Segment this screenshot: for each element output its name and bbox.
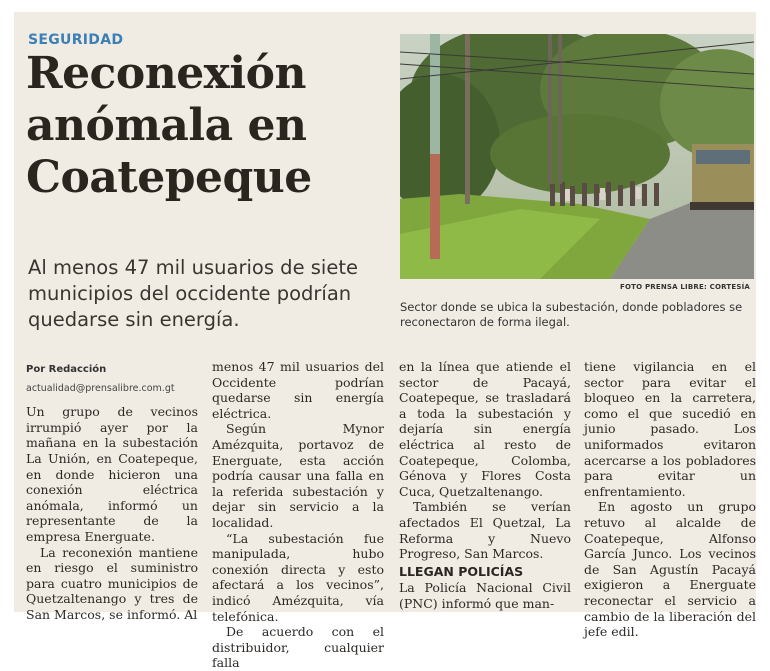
section-subheading: LLEGAN POLICÍAS — [399, 563, 524, 579]
paragraph: La reconexión mantiene en riesgo el suministro para cuatro municipios de Quetzaltenango y tres de San Marcos, se informó. Al — [26, 544, 198, 622]
section-label: SEGURIDAD — [28, 32, 124, 48]
paragraph: menos 47 mil usuarios del Occidente podrían quedarse sin energía eléctrica. — [212, 359, 384, 421]
article-column-1 — [26, 362, 198, 623]
photo-caption: Sector donde se ubica la subestación, donde pobladores se reconectaron de forma ilegal. — [400, 300, 743, 329]
author-email: actualidad@prensalibre.com.gt — [26, 382, 175, 394]
photo-credit: FOTO PRENSA LIBRE: CORTESÍA — [620, 283, 750, 291]
article-column-3 — [399, 359, 571, 612]
subheadline: Al menos 47 mil usuarios de siete municipios del occidente podrían quedarse sin energía. — [28, 256, 358, 331]
article-column-2 — [212, 359, 384, 671]
article-column-4 — [584, 359, 756, 640]
roadside-crowd-photo — [400, 34, 754, 279]
byline: Por Redacción — [26, 364, 107, 375]
headline: Reconexión anómala en Coatepeque — [26, 48, 312, 203]
paragraph: La Policía Nacional Civil (PNC) informó que man- — [399, 580, 571, 611]
paragraph: tiene vigilancia en el sector para evitar el bloqueo en la carretera, como el que sucedió en junio pasado. Los uniformados evitaron acercarse a los pobladores para evitar un enfrentamiento. — [584, 359, 756, 499]
paragraph: De acuerdo con el distribuidor, cualquier falla — [212, 624, 384, 671]
paragraph: Según Mynor Amézquita, portavoz de Energuate, esta acción podría causar una falla en la referida subestación y dejar sin servicio a la localidad. — [212, 421, 384, 530]
news-photo — [400, 34, 754, 279]
paragraph: “La subestación fue manipulada, hubo conexión directa y esto afectará a los vecinos”, indicó Amézquita, vía telefónica. — [212, 530, 384, 624]
paragraph: en la línea que atiende el sector de Pacayá, Coatepeque, se trasladará a toda la subestación y dejaría sin energía eléctrica al resto de Coatepeque, Colomba, Génova y Flores Costa Cuca, Quetzaltenango. — [399, 359, 571, 499]
paragraph: Un grupo de vecinos irrumpió ayer por la mañana en la subestación La Unión, en Coatepeque, en donde hicieron una conexión eléctrica anómala, informó un representante de la empresa Energuate. — [26, 404, 198, 544]
paragraph: También se verían afectados El Quetzal, La Reforma y Nuevo Progreso, San Marcos. — [399, 499, 571, 562]
paragraph: En agosto un grupo retuvo al alcalde de Coatepeque, Alfonso García Junco. Los vecinos de San Agustín Pacayá exigieron a Energuate reconectar el servicio a cambio de la liberación del jefe edil. — [584, 499, 756, 640]
newspaper-clipping — [14, 12, 756, 671]
